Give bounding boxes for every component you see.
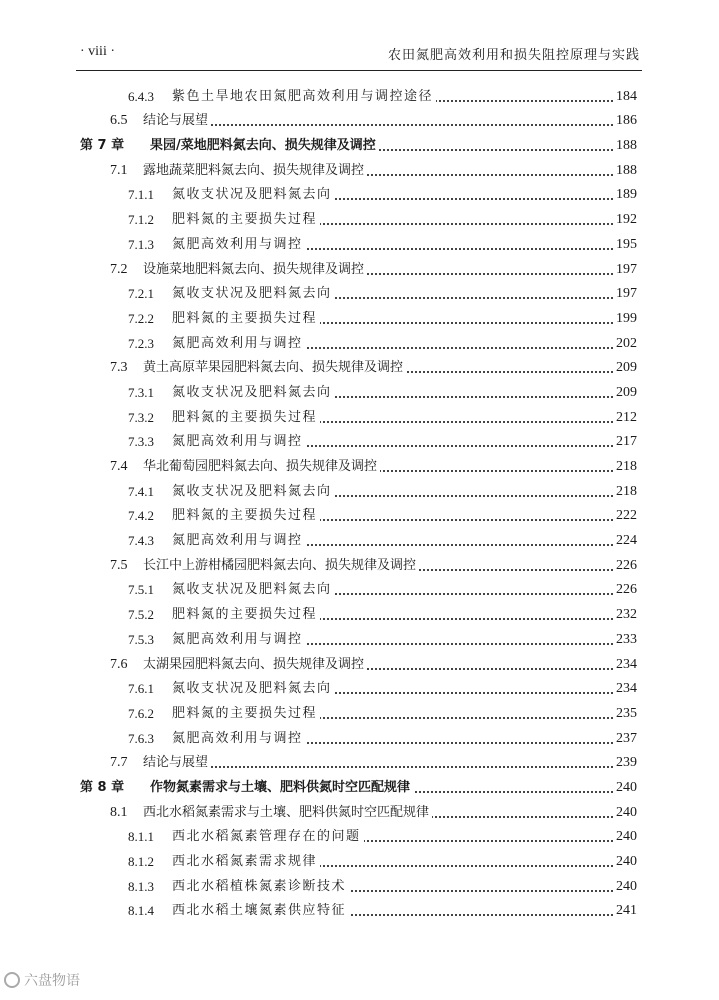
- toc-entry-number: 第 8 章: [80, 779, 125, 795]
- toc-entry-page: 197: [613, 262, 637, 278]
- watermark: [4, 970, 80, 990]
- toc-entry-title: 西北水稻土壤氮素供应特征: [172, 903, 349, 919]
- toc-entry-title: 氮肥高效利用与调控: [172, 731, 306, 747]
- toc-entry[interactable]: [0, 750, 719, 775]
- toc-entry-page: 240: [613, 879, 637, 895]
- toc-entry-page: 241: [613, 903, 637, 919]
- toc-entry-title: 氮收支状况及肥料氮去向: [172, 385, 335, 401]
- toc-entry[interactable]: [0, 898, 719, 923]
- toc-entry-number: 7.5.3: [128, 631, 154, 647]
- toc-entry-number: 7.7: [110, 755, 128, 771]
- toc-entry-title: 氮肥高效利用与调控: [172, 336, 306, 352]
- toc-entry[interactable]: [0, 132, 719, 157]
- toc-entry-page: 195: [613, 237, 637, 253]
- toc-entry[interactable]: [0, 626, 719, 651]
- toc-entry-number: 7.4.3: [128, 533, 154, 549]
- toc-entry-page: 237: [613, 731, 637, 747]
- toc-entry-number: 6.4.3: [128, 88, 154, 104]
- toc-entry-title: 设施菜地肥料氮去向、损失规律及调控: [143, 262, 367, 278]
- header-book-title: 农田氮肥高效利用和损失阻控原理与实践: [387, 48, 640, 63]
- toc-entry-page: 218: [613, 459, 637, 475]
- toc-entry-number: 7.3: [110, 360, 128, 376]
- toc-entry-title: 氮肥高效利用与调控: [172, 533, 306, 549]
- toc-leader-dots: [143, 124, 613, 126]
- toc-entry[interactable]: [0, 379, 719, 404]
- toc-entry-title: 氮肥高效利用与调控: [172, 237, 306, 253]
- toc-entry-page: 209: [613, 360, 637, 376]
- toc-entry-page: 202: [613, 336, 637, 352]
- toc-entry-title: 肥料氮的主要损失过程: [172, 311, 320, 327]
- toc-entry-number: 7.1.1: [128, 187, 154, 203]
- toc-entry[interactable]: [0, 157, 719, 182]
- toc-entry[interactable]: [0, 503, 719, 528]
- toc-entry-number: 8.1.1: [128, 829, 154, 845]
- toc-entry-number: 7.1: [110, 162, 128, 178]
- toc-entry-number: 6.5: [110, 113, 128, 129]
- toc-entry[interactable]: [0, 206, 719, 231]
- header-rule: [76, 70, 642, 71]
- toc-entry-page: 239: [613, 755, 637, 771]
- toc-entry-page: 184: [613, 89, 637, 105]
- watermark-text: 六盘物语: [24, 973, 80, 989]
- toc-entry[interactable]: [0, 453, 719, 478]
- toc-leader-dots: [143, 766, 613, 768]
- toc-entry-page: 199: [613, 311, 637, 327]
- toc-entry[interactable]: [0, 552, 719, 577]
- toc-entry-page: 186: [613, 113, 637, 129]
- toc-entry[interactable]: [0, 231, 719, 256]
- toc-entry-number: 7.5.1: [128, 582, 154, 598]
- toc-entry-title: 肥料氮的主要损失过程: [172, 607, 320, 623]
- toc-entry-title: 果园/菜地肥料氮去向、损失规律及调控: [150, 138, 379, 154]
- toc-entry-page: 240: [613, 780, 637, 796]
- toc-entry[interactable]: [0, 676, 719, 701]
- toc-entry[interactable]: [0, 108, 719, 133]
- header-page-number: · viii ·: [80, 44, 115, 59]
- toc-entry-number: 7.4.1: [128, 483, 154, 499]
- toc-entry-number: 8.1.3: [128, 878, 154, 894]
- toc-entry-title: 肥料氮的主要损失过程: [172, 508, 320, 524]
- toc-entry-title: 紫色土旱地农田氮肥高效利用与调控途径: [172, 89, 436, 105]
- toc-entry-page: 189: [613, 187, 637, 203]
- toc-entry-title: 氮肥高效利用与调控: [172, 632, 306, 648]
- toc-entry-page: 188: [613, 163, 637, 179]
- toc-entry-number: 7.2.3: [128, 335, 154, 351]
- toc-entry-page: 212: [613, 410, 637, 426]
- toc-entry-title: 氮收支状况及肥料氮去向: [172, 582, 335, 598]
- toc-entry[interactable]: [0, 527, 719, 552]
- toc-entry[interactable]: [0, 848, 719, 873]
- toc-entry-page: 222: [613, 508, 637, 524]
- toc-entry[interactable]: [0, 824, 719, 849]
- toc-entry-number: 7.3.3: [128, 434, 154, 450]
- toc-entry-page: 240: [613, 805, 637, 821]
- toc-entry-number: 7.5.2: [128, 607, 154, 623]
- toc-entry-number: 7.6.1: [128, 681, 154, 697]
- toc-entry-title: 作物氮素需求与土壤、肥料供氮时空匹配规律: [150, 780, 413, 796]
- toc-entry-number: 8.1.2: [128, 854, 154, 869]
- toc-entry-number: 7.3.1: [128, 384, 154, 400]
- toc-entry-title: 长江中上游柑橘园肥料氮去向、损失规律及调控: [143, 558, 419, 574]
- toc-entry[interactable]: [0, 651, 719, 676]
- watermark-logo-icon: [4, 972, 20, 988]
- toc-entry[interactable]: [0, 873, 719, 898]
- toc-entry-title: 黄土高原苹果园肥料氮去向、损失规律及调控: [143, 360, 406, 376]
- toc-entry-title: 西北水稻氮素需求与土壤、肥料供氮时空匹配规律: [143, 805, 432, 821]
- toc-entry-number: 7.6.3: [128, 730, 154, 746]
- toc-entry-page: 209: [613, 385, 637, 401]
- toc-entry-number: 7.1.3: [128, 236, 154, 252]
- toc-entry[interactable]: [0, 774, 719, 799]
- toc-entry[interactable]: [0, 478, 719, 503]
- toc-entry[interactable]: [0, 330, 719, 355]
- toc-entry[interactable]: [0, 601, 719, 626]
- toc-entry-number: 7.6: [110, 656, 128, 672]
- toc-entry-title: 露地蔬菜肥料氮去向、损失规律及调控: [143, 163, 367, 179]
- toc-entry-title: 结论与展望: [143, 755, 211, 771]
- toc-entry-page: 240: [613, 829, 637, 845]
- toc-entry-number: 7.2.1: [128, 286, 154, 302]
- toc-entry-title: 肥料氮的主要损失过程: [172, 212, 320, 228]
- toc-entry-page: 218: [613, 484, 637, 500]
- toc-entry[interactable]: [0, 404, 719, 429]
- toc-entry-page: 224: [613, 533, 637, 549]
- toc-entry-page: 240: [613, 854, 637, 870]
- toc-entry-number: 7.4.2: [128, 508, 154, 524]
- toc-entry-title: 西北水稻植株氮素诊断技术: [172, 879, 349, 895]
- toc-entry-page: 197: [613, 286, 637, 302]
- toc-entry-title: 华北葡萄园肥料氮去向、损失规律及调控: [143, 459, 380, 475]
- toc-entry-page: 234: [613, 681, 637, 697]
- toc-entry-number: 7.1.2: [128, 212, 154, 228]
- toc-entry[interactable]: [0, 305, 719, 330]
- toc-entry-title: 西北水稻氮素管理存在的问题: [172, 829, 364, 845]
- toc-entry-number: 8.1: [110, 804, 128, 820]
- toc-entry[interactable]: [0, 281, 719, 306]
- toc-entry-title: 太湖果园肥料氮去向、损失规律及调控: [143, 657, 367, 673]
- toc-entry-title: 肥料氮的主要损失过程: [172, 410, 320, 426]
- toc-entry-page: 226: [613, 558, 637, 574]
- toc-entry-title: 氮收支状况及肥料氮去向: [172, 187, 335, 203]
- toc-entry-number: 7.2.2: [128, 310, 154, 326]
- toc-entry-title: 结论与展望: [143, 113, 211, 129]
- toc-entry[interactable]: [0, 725, 719, 750]
- toc-entry-title: 氮收支状况及肥料氮去向: [172, 286, 335, 302]
- toc-entry-page: 226: [613, 582, 637, 598]
- toc-entry[interactable]: [0, 182, 719, 207]
- toc-entry-number: 第 7 章: [80, 138, 125, 154]
- toc-entry-page: 188: [613, 138, 637, 154]
- toc-entry[interactable]: [0, 577, 719, 602]
- toc-entry-number: 7.2: [110, 261, 128, 277]
- running-header: [80, 40, 640, 64]
- toc-entry-number: 7.3.2: [128, 409, 154, 425]
- toc-entry[interactable]: [0, 256, 719, 281]
- toc-entry[interactable]: [0, 83, 719, 108]
- toc-entry-page: 232: [613, 607, 637, 623]
- toc-entry[interactable]: [0, 429, 719, 454]
- toc-entry-page: 234: [613, 657, 637, 673]
- toc-entry-title: 氮收支状况及肥料氮去向: [172, 681, 335, 697]
- toc-entry-title: 肥料氮的主要损失过程: [172, 706, 320, 722]
- toc-entry-number: 8.1.4: [128, 903, 154, 919]
- toc-entry[interactable]: [0, 355, 719, 380]
- toc-entry-title: 西北水稻氮素需求规律: [172, 854, 320, 870]
- toc-entry-number: 7.6.2: [128, 705, 154, 721]
- toc-entry-title: 氮肥高效利用与调控: [172, 434, 306, 450]
- toc-entry[interactable]: [0, 700, 719, 725]
- toc-entry-number: 7.5: [110, 557, 128, 573]
- toc-entry[interactable]: [0, 799, 719, 824]
- table-of-contents: [0, 83, 719, 922]
- toc-entry-page: 192: [613, 212, 637, 228]
- toc-entry-page: 217: [613, 434, 637, 450]
- toc-entry-page: 233: [613, 632, 637, 648]
- toc-entry-number: 7.4: [110, 459, 128, 474]
- toc-entry-title: 氮收支状况及肥料氮去向: [172, 484, 335, 500]
- toc-entry-page: 235: [613, 706, 637, 722]
